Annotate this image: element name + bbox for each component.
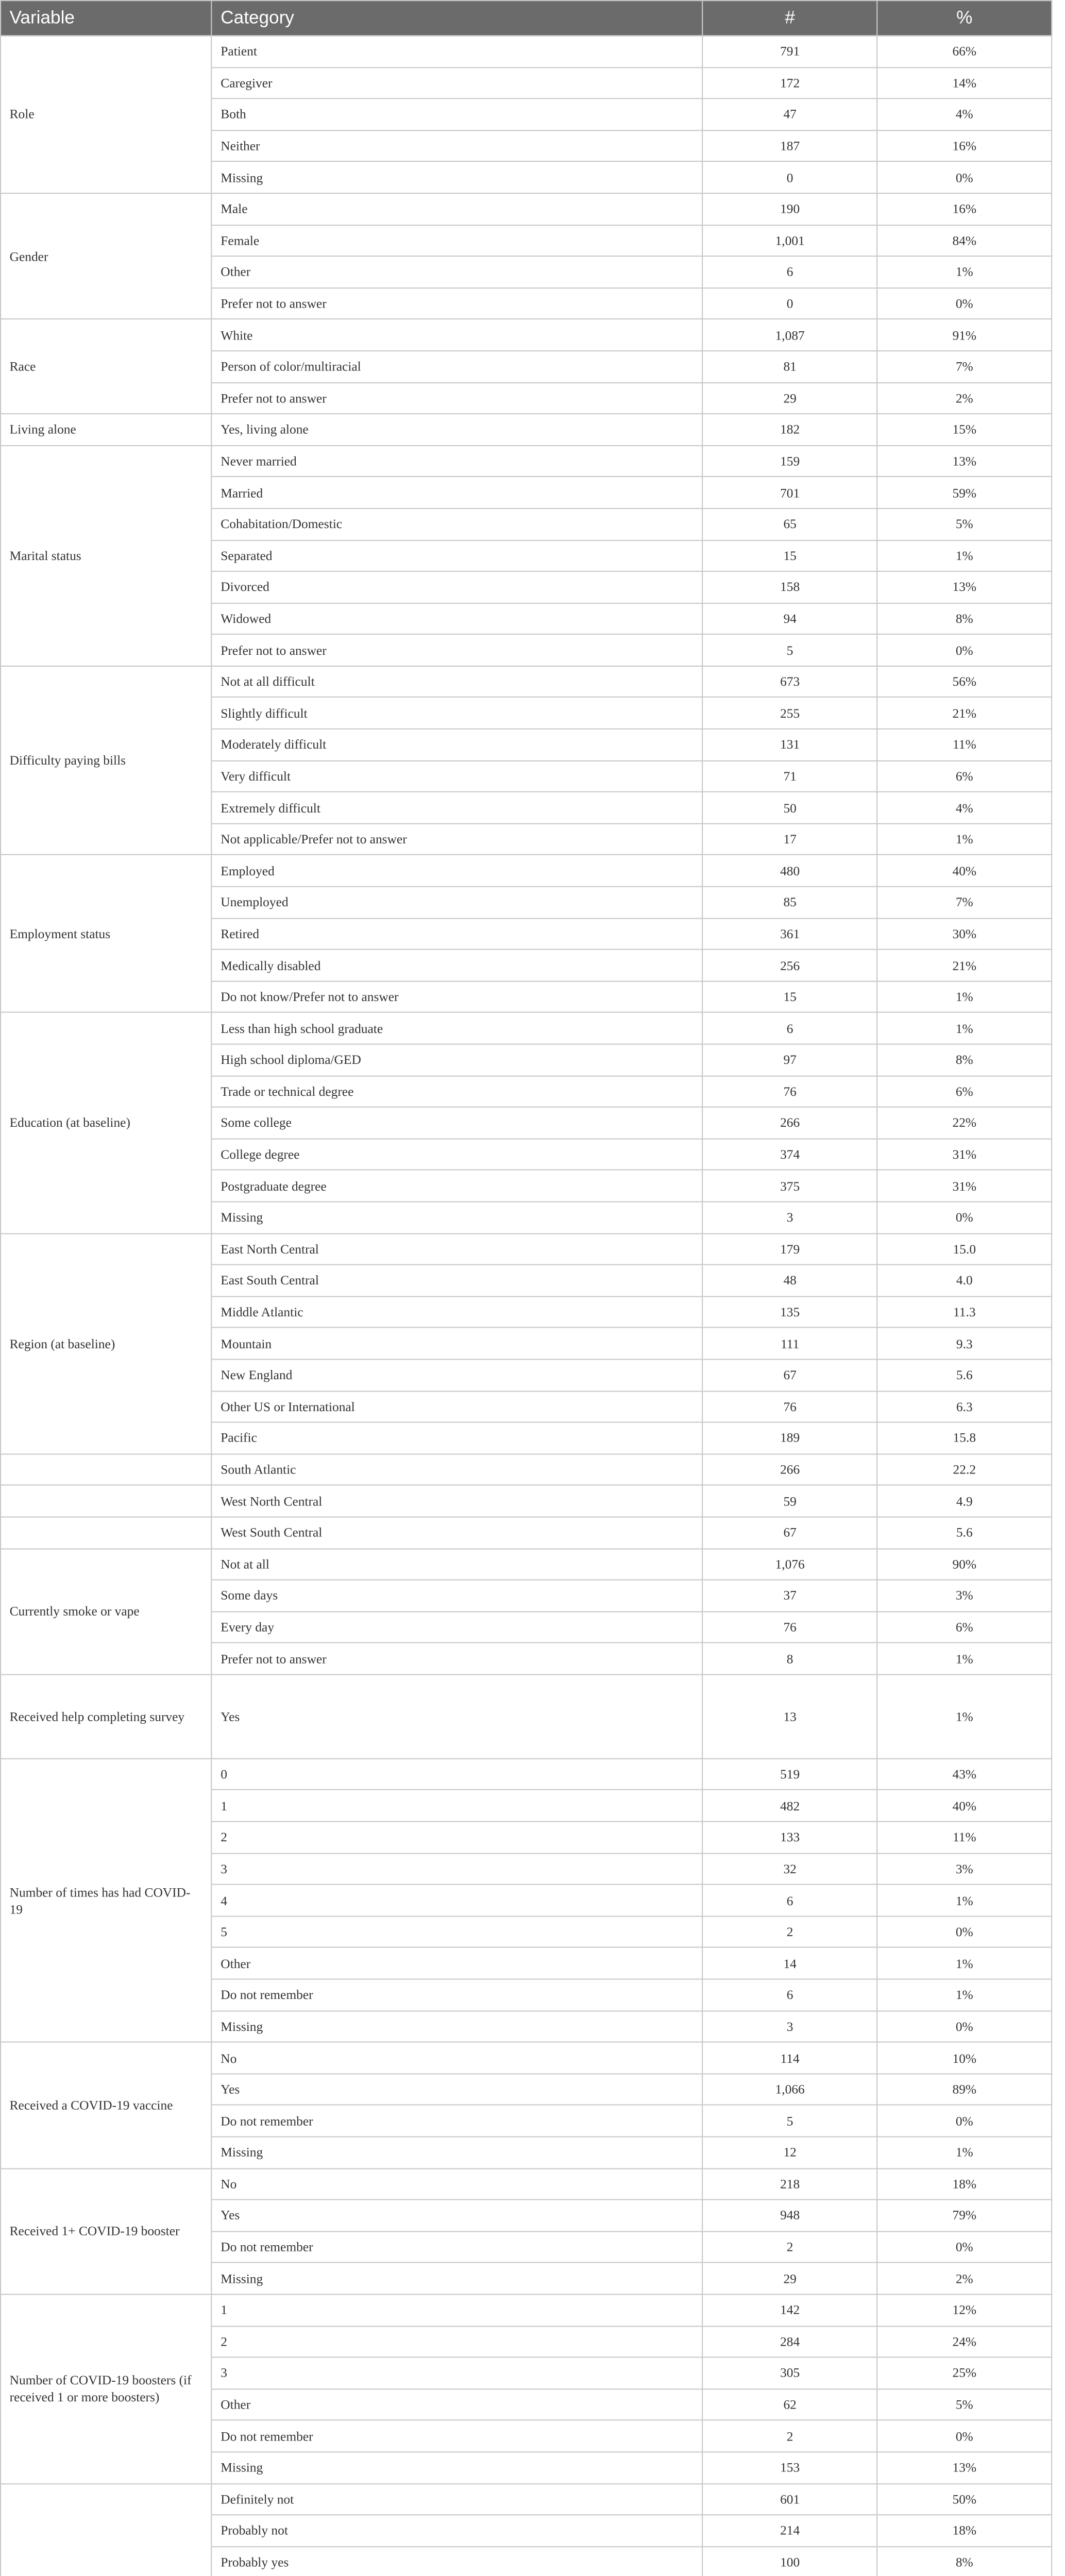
- percent-cell: 18%: [877, 2515, 1052, 2546]
- table-row: [1, 1548, 1052, 1580]
- count-cell: 172: [703, 67, 877, 98]
- category-cell: South Atlantic: [212, 1454, 703, 1485]
- count-cell: 65: [703, 509, 877, 540]
- percent-cell: 0%: [877, 2420, 1052, 2452]
- category-cell: Do not remember: [212, 2420, 703, 2452]
- percent-cell: 1%: [877, 2137, 1052, 2168]
- percent-cell: 8%: [877, 2547, 1052, 2576]
- count-cell: 2: [703, 2420, 877, 2452]
- percent-cell: 31%: [877, 1170, 1052, 1201]
- category-cell: Never married: [212, 445, 703, 477]
- table-row: [1, 1013, 1052, 1044]
- category-cell: 4: [212, 1885, 703, 1916]
- percent-cell: 0%: [877, 2011, 1052, 2042]
- percent-cell: 0%: [877, 288, 1052, 319]
- percent-cell: 15.8: [877, 1422, 1052, 1454]
- percent-cell: 0%: [877, 2231, 1052, 2263]
- category-cell: New England: [212, 1359, 703, 1391]
- percent-cell: 1%: [877, 1979, 1052, 2011]
- table-row: [1, 1517, 1052, 1548]
- variable-cell: Region (at baseline): [1, 1233, 212, 1454]
- variable-cell: Role: [1, 36, 212, 193]
- percent-cell: 1%: [877, 1885, 1052, 1916]
- table-row: [1, 666, 1052, 698]
- count-cell: 2: [703, 1916, 877, 1947]
- count-cell: 5: [703, 2105, 877, 2137]
- percent-cell: 40%: [877, 855, 1052, 887]
- count-cell: 673: [703, 666, 877, 698]
- category-cell: Neither: [212, 130, 703, 162]
- header-percent: %: [877, 1, 1052, 36]
- table-row: [1, 2042, 1052, 2074]
- percent-cell: 15.0: [877, 1233, 1052, 1265]
- category-cell: Every day: [212, 1612, 703, 1643]
- header-count: #: [703, 1, 877, 36]
- count-cell: 701: [703, 477, 877, 509]
- category-cell: Prefer not to answer: [212, 288, 703, 319]
- table-row: [1, 1233, 1052, 1265]
- category-cell: Person of color/multiracial: [212, 351, 703, 382]
- percent-cell: 24%: [877, 2326, 1052, 2357]
- table-row: [1, 1674, 1052, 1758]
- count-cell: 29: [703, 382, 877, 414]
- category-cell: No: [212, 2168, 703, 2200]
- category-cell: Caregiver: [212, 67, 703, 98]
- category-cell: Pacific: [212, 1422, 703, 1454]
- category-cell: Not at all: [212, 1548, 703, 1580]
- count-cell: 214: [703, 2515, 877, 2546]
- count-cell: 5: [703, 634, 877, 666]
- count-cell: 71: [703, 760, 877, 792]
- percent-cell: 40%: [877, 1790, 1052, 1822]
- table-row: [1, 2483, 1052, 2515]
- count-cell: 94: [703, 603, 877, 634]
- count-cell: 601: [703, 2483, 877, 2515]
- variable-cell: Employment status: [1, 855, 212, 1013]
- percent-cell: 3%: [877, 1853, 1052, 1885]
- category-cell: 1: [212, 1790, 703, 1822]
- count-cell: 48: [703, 1265, 877, 1296]
- count-cell: 159: [703, 445, 877, 477]
- category-cell: Not applicable/Prefer not to answer: [212, 824, 703, 855]
- count-cell: 6: [703, 1979, 877, 2011]
- percent-cell: 89%: [877, 2074, 1052, 2105]
- percent-cell: 1%: [877, 540, 1052, 571]
- count-cell: 111: [703, 1328, 877, 1359]
- percent-cell: 30%: [877, 918, 1052, 950]
- count-cell: 15: [703, 540, 877, 571]
- percent-cell: 5%: [877, 2389, 1052, 2420]
- count-cell: 67: [703, 1517, 877, 1548]
- table-row: [1, 445, 1052, 477]
- category-cell: Missing: [212, 162, 703, 193]
- count-cell: 62: [703, 2389, 877, 2420]
- category-cell: Do not remember: [212, 2231, 703, 2263]
- category-cell: Prefer not to answer: [212, 1643, 703, 1674]
- count-cell: 50: [703, 792, 877, 823]
- count-cell: 374: [703, 1139, 877, 1170]
- count-cell: 85: [703, 887, 877, 918]
- percent-cell: 0%: [877, 1916, 1052, 1947]
- count-cell: 29: [703, 2263, 877, 2294]
- category-cell: Yes: [212, 2074, 703, 2105]
- category-cell: College degree: [212, 1139, 703, 1170]
- count-cell: 948: [703, 2200, 877, 2231]
- percent-cell: 16%: [877, 130, 1052, 162]
- variable-cell: Received help completing survey: [1, 1674, 212, 1758]
- percent-cell: 91%: [877, 319, 1052, 351]
- table-row: [1, 36, 1052, 67]
- category-cell: Retired: [212, 918, 703, 950]
- category-cell: Divorced: [212, 571, 703, 603]
- count-cell: 1,066: [703, 2074, 877, 2105]
- category-cell: High school diploma/GED: [212, 1044, 703, 1076]
- variable-cell: Race: [1, 319, 212, 414]
- category-cell: Probably yes: [212, 2547, 703, 2576]
- category-cell: Extremely difficult: [212, 792, 703, 823]
- count-cell: 17: [703, 824, 877, 855]
- category-cell: Less than high school graduate: [212, 1013, 703, 1044]
- category-cell: East North Central: [212, 1233, 703, 1265]
- count-cell: 13: [703, 1674, 877, 1758]
- count-cell: 190: [703, 193, 877, 225]
- count-cell: 361: [703, 918, 877, 950]
- percent-cell: 11%: [877, 1822, 1052, 1853]
- count-cell: 266: [703, 1454, 877, 1485]
- percent-cell: 3%: [877, 1580, 1052, 1612]
- category-cell: No: [212, 2042, 703, 2074]
- percent-cell: 21%: [877, 950, 1052, 981]
- percent-cell: 22.2: [877, 1454, 1052, 1485]
- count-cell: 1,076: [703, 1548, 877, 1580]
- variable-cell: Education (at baseline): [1, 1013, 212, 1233]
- count-cell: 76: [703, 1076, 877, 1107]
- percent-cell: 1%: [877, 1947, 1052, 1979]
- count-cell: 12: [703, 2137, 877, 2168]
- percent-cell: 1%: [877, 256, 1052, 287]
- count-cell: 37: [703, 1580, 877, 1612]
- category-cell: 3: [212, 1853, 703, 1885]
- percent-cell: 56%: [877, 666, 1052, 698]
- count-cell: 480: [703, 855, 877, 887]
- percent-cell: 21%: [877, 698, 1052, 729]
- percent-cell: 13%: [877, 2452, 1052, 2483]
- category-cell: Definitely not: [212, 2483, 703, 2515]
- count-cell: 81: [703, 351, 877, 382]
- category-cell: Both: [212, 99, 703, 130]
- count-cell: 482: [703, 1790, 877, 1822]
- count-cell: 76: [703, 1391, 877, 1422]
- table-row: [1, 2294, 1052, 2326]
- variable-cell: [1, 1485, 212, 1517]
- count-cell: 189: [703, 1422, 877, 1454]
- category-cell: Female: [212, 225, 703, 256]
- count-cell: 0: [703, 288, 877, 319]
- category-cell: Separated: [212, 540, 703, 571]
- percent-cell: 14%: [877, 67, 1052, 98]
- category-cell: Other US or International: [212, 1391, 703, 1422]
- variable-cell: Gender: [1, 193, 212, 319]
- table-row: [1, 855, 1052, 887]
- variable-cell: Number of COVID-19 boosters (if received 1 or more boosters): [1, 2294, 212, 2483]
- category-cell: Missing: [212, 1202, 703, 1233]
- count-cell: 6: [703, 1013, 877, 1044]
- category-cell: Other: [212, 256, 703, 287]
- count-cell: 142: [703, 2294, 877, 2326]
- category-cell: Slightly difficult: [212, 698, 703, 729]
- category-cell: Unemployed: [212, 887, 703, 918]
- percent-cell: 13%: [877, 445, 1052, 477]
- category-cell: East South Central: [212, 1265, 703, 1296]
- table-row: [1, 1454, 1052, 1485]
- category-cell: Cohabitation/Domestic: [212, 509, 703, 540]
- count-cell: 76: [703, 1612, 877, 1643]
- count-cell: 187: [703, 130, 877, 162]
- count-cell: 14: [703, 1947, 877, 1979]
- count-cell: 100: [703, 2547, 877, 2576]
- variable-cell: Difficulty paying bills: [1, 666, 212, 855]
- count-cell: 133: [703, 1822, 877, 1853]
- percent-cell: 9.3: [877, 1328, 1052, 1359]
- percent-cell: 6%: [877, 1612, 1052, 1643]
- category-cell: Widowed: [212, 603, 703, 634]
- category-cell: Moderately difficult: [212, 729, 703, 760]
- percent-cell: 15%: [877, 414, 1052, 445]
- table-row: [1, 1758, 1052, 1790]
- category-cell: Probably not: [212, 2515, 703, 2546]
- category-cell: Mountain: [212, 1328, 703, 1359]
- table-row: [1, 1485, 1052, 1517]
- category-cell: Very difficult: [212, 760, 703, 792]
- count-cell: 0: [703, 162, 877, 193]
- percent-cell: 8%: [877, 1044, 1052, 1076]
- count-cell: 284: [703, 2326, 877, 2357]
- category-cell: White: [212, 319, 703, 351]
- percent-cell: 25%: [877, 2358, 1052, 2389]
- percent-cell: 22%: [877, 1107, 1052, 1139]
- count-cell: 3: [703, 1202, 877, 1233]
- count-cell: 32: [703, 1853, 877, 1885]
- percent-cell: 1%: [877, 1013, 1052, 1044]
- count-cell: 153: [703, 2452, 877, 2483]
- category-cell: 2: [212, 1822, 703, 1853]
- percent-cell: 0%: [877, 634, 1052, 666]
- table-header-row: [1, 1, 1052, 36]
- category-cell: Some days: [212, 1580, 703, 1612]
- variable-cell: Received a COVID-19 vaccine: [1, 2042, 212, 2168]
- variable-cell: [1, 1517, 212, 1548]
- count-cell: 158: [703, 571, 877, 603]
- category-cell: 0: [212, 1758, 703, 1790]
- count-cell: 6: [703, 256, 877, 287]
- percent-cell: 13%: [877, 571, 1052, 603]
- category-cell: Do not remember: [212, 1979, 703, 2011]
- category-cell: Do not know/Prefer not to answer: [212, 981, 703, 1012]
- count-cell: 305: [703, 2358, 877, 2389]
- category-cell: 5: [212, 1916, 703, 1947]
- count-cell: 2: [703, 2231, 877, 2263]
- count-cell: 8: [703, 1643, 877, 1674]
- category-cell: Missing: [212, 2452, 703, 2483]
- header-variable: Variable: [1, 1, 212, 36]
- count-cell: 1,087: [703, 319, 877, 351]
- category-cell: Prefer not to answer: [212, 634, 703, 666]
- percent-cell: 6.3: [877, 1391, 1052, 1422]
- percent-cell: 5.6: [877, 1359, 1052, 1391]
- percent-cell: 12%: [877, 2294, 1052, 2326]
- count-cell: 3: [703, 2011, 877, 2042]
- percent-cell: 5.6: [877, 1517, 1052, 1548]
- table-row: [1, 414, 1052, 445]
- percent-cell: 0%: [877, 2105, 1052, 2137]
- table-row: [1, 193, 1052, 225]
- category-cell: Missing: [212, 2263, 703, 2294]
- percent-cell: 18%: [877, 2168, 1052, 2200]
- count-cell: 266: [703, 1107, 877, 1139]
- percent-cell: 6%: [877, 760, 1052, 792]
- variable-cell: Marital status: [1, 445, 212, 666]
- percent-cell: 11%: [877, 729, 1052, 760]
- category-cell: Medically disabled: [212, 950, 703, 981]
- percent-cell: 1%: [877, 1643, 1052, 1674]
- category-cell: Trade or technical degree: [212, 1076, 703, 1107]
- percent-cell: 59%: [877, 477, 1052, 509]
- table-row: [1, 2168, 1052, 2200]
- category-cell: Yes, living alone: [212, 414, 703, 445]
- table-body: [1, 36, 1052, 2576]
- category-cell: Other: [212, 1947, 703, 1979]
- percent-cell: 90%: [877, 1548, 1052, 1580]
- percent-cell: 1%: [877, 824, 1052, 855]
- count-cell: 791: [703, 36, 877, 67]
- count-cell: 114: [703, 2042, 877, 2074]
- category-cell: Missing: [212, 2137, 703, 2168]
- count-cell: 179: [703, 1233, 877, 1265]
- category-cell: Some college: [212, 1107, 703, 1139]
- percent-cell: 0%: [877, 162, 1052, 193]
- category-cell: West South Central: [212, 1517, 703, 1548]
- count-cell: 1,001: [703, 225, 877, 256]
- percent-cell: 2%: [877, 382, 1052, 414]
- count-cell: 519: [703, 1758, 877, 1790]
- percent-cell: 8%: [877, 603, 1052, 634]
- count-cell: 256: [703, 950, 877, 981]
- percent-cell: 43%: [877, 1758, 1052, 1790]
- count-cell: 97: [703, 1044, 877, 1076]
- category-cell: Male: [212, 193, 703, 225]
- category-cell: Employed: [212, 855, 703, 887]
- category-cell: Not at all difficult: [212, 666, 703, 698]
- variable-cell: Number of times has had COVID-19: [1, 1758, 212, 2042]
- percent-cell: 50%: [877, 2483, 1052, 2515]
- count-cell: 182: [703, 414, 877, 445]
- category-cell: Do not remember: [212, 2105, 703, 2137]
- percent-cell: 1%: [877, 981, 1052, 1012]
- category-cell: Prefer not to answer: [212, 382, 703, 414]
- variable-cell: Living alone: [1, 414, 212, 445]
- category-cell: Yes: [212, 1674, 703, 1758]
- category-cell: 1: [212, 2294, 703, 2326]
- percent-cell: 4.9: [877, 1485, 1052, 1517]
- category-cell: Other: [212, 2389, 703, 2420]
- count-cell: 131: [703, 729, 877, 760]
- count-cell: 6: [703, 1885, 877, 1916]
- variable-cell: [1, 1454, 212, 1485]
- percent-cell: 4.0: [877, 1265, 1052, 1296]
- category-cell: 3: [212, 2358, 703, 2389]
- count-cell: 218: [703, 2168, 877, 2200]
- percent-cell: 4%: [877, 792, 1052, 823]
- percent-cell: 7%: [877, 351, 1052, 382]
- count-cell: 47: [703, 99, 877, 130]
- count-cell: 67: [703, 1359, 877, 1391]
- header-category: Category: [212, 1, 703, 36]
- count-cell: 375: [703, 1170, 877, 1201]
- percent-cell: 66%: [877, 36, 1052, 67]
- table-row: [1, 319, 1052, 351]
- category-cell: Yes: [212, 2200, 703, 2231]
- percent-cell: 11.3: [877, 1296, 1052, 1328]
- count-cell: 15: [703, 981, 877, 1012]
- variable-cell: Currently smoke or vape: [1, 1548, 212, 1674]
- percent-cell: 31%: [877, 1139, 1052, 1170]
- category-cell: Patient: [212, 36, 703, 67]
- percent-cell: 1%: [877, 1674, 1052, 1758]
- category-cell: Middle Atlantic: [212, 1296, 703, 1328]
- variable-cell: Received 1+ COVID-19 booster: [1, 2168, 212, 2295]
- percent-cell: 10%: [877, 2042, 1052, 2074]
- percent-cell: 6%: [877, 1076, 1052, 1107]
- count-cell: 59: [703, 1485, 877, 1517]
- percent-cell: 0%: [877, 1202, 1052, 1233]
- percent-cell: 79%: [877, 2200, 1052, 2231]
- category-cell: Married: [212, 477, 703, 509]
- percent-cell: 16%: [877, 193, 1052, 225]
- category-cell: Postgraduate degree: [212, 1170, 703, 1201]
- percent-cell: 5%: [877, 509, 1052, 540]
- percent-cell: 4%: [877, 99, 1052, 130]
- variable-cell: [1, 2483, 212, 2576]
- category-cell: 2: [212, 2326, 703, 2357]
- count-cell: 255: [703, 698, 877, 729]
- category-cell: Missing: [212, 2011, 703, 2042]
- category-cell: West North Central: [212, 1485, 703, 1517]
- percent-cell: 2%: [877, 2263, 1052, 2294]
- count-cell: 135: [703, 1296, 877, 1328]
- percent-cell: 7%: [877, 887, 1052, 918]
- percent-cell: 84%: [877, 225, 1052, 256]
